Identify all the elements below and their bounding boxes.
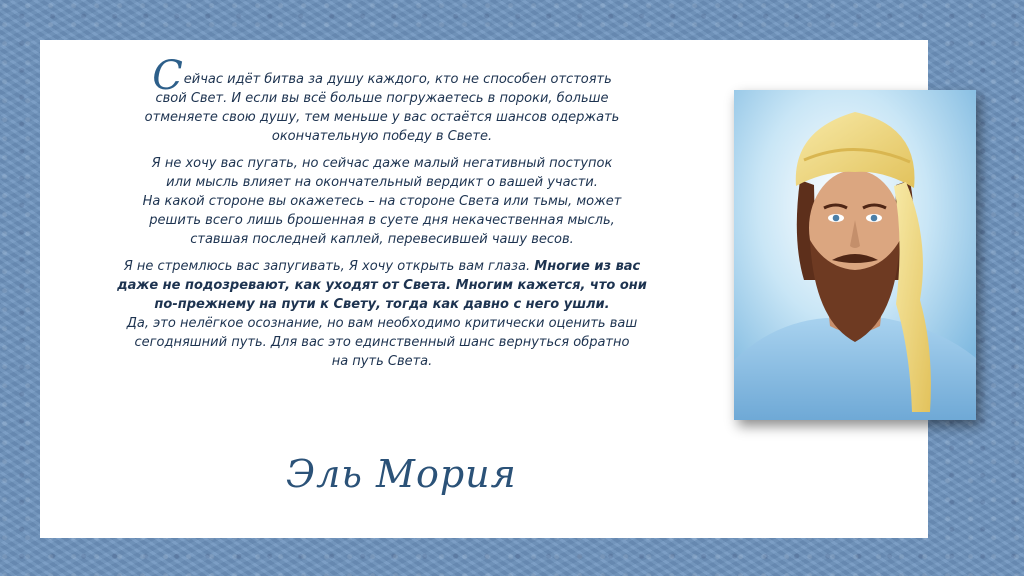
quote-line: свой Свет. И если вы всё больше погружаетесь в пороки, больше	[155, 91, 609, 106]
quote-line: или мысль влияет на окончательный вердикт о вашей участи.	[166, 175, 598, 190]
portrait-image	[734, 90, 976, 420]
quote-paragraph-2	[72, 154, 692, 249]
quote-bold-text: по-прежнему на пути к Свету, тогда как давно с него ушли.	[154, 297, 610, 312]
dropcap-letter: С	[152, 53, 183, 99]
quote-line: На какой стороне вы окажетесь – на стороне Света или тьмы, может	[142, 194, 622, 209]
quote-line: ставшая последней каплей, перевесившей чашу весов.	[190, 232, 574, 247]
quote-paragraph-1	[72, 53, 692, 146]
quote-line: на путь Света.	[331, 354, 433, 369]
quote-line: окончательную победу в Свете.	[271, 129, 493, 144]
quote-text	[72, 53, 692, 379]
quote-paragraph-3	[72, 257, 692, 371]
quote-bold-text: Многие из вас	[534, 259, 641, 274]
quote-line: ейчас идёт битва за душу каждого, кто не способен отстоять	[183, 72, 612, 87]
quote-line: решить всего лишь брошенная в суете дня некачественная мысль,	[149, 213, 615, 228]
quote-line: отменяете свою душу, тем меньше у вас остаётся шансов одержать	[144, 110, 620, 125]
quote-line: сегодняшний путь. Для вас это единственный шанс вернуться обратно	[134, 335, 630, 350]
signature: Эль Мория	[286, 452, 517, 496]
quote-line: Я не хочу вас пугать, но сейчас даже малый негативный поступок	[151, 156, 613, 171]
quote-line: Я не стремлюсь вас запугивать, Я хочу открыть вам глаза.	[123, 259, 535, 274]
quote-line: Да, это нелёгкое осознание, но вам необходимо критически оценить ваш	[126, 316, 638, 331]
portrait-illustration	[734, 90, 976, 420]
quote-bold-text: даже не подозревают, как уходят от Света. Многим кажется, что они	[117, 278, 647, 293]
